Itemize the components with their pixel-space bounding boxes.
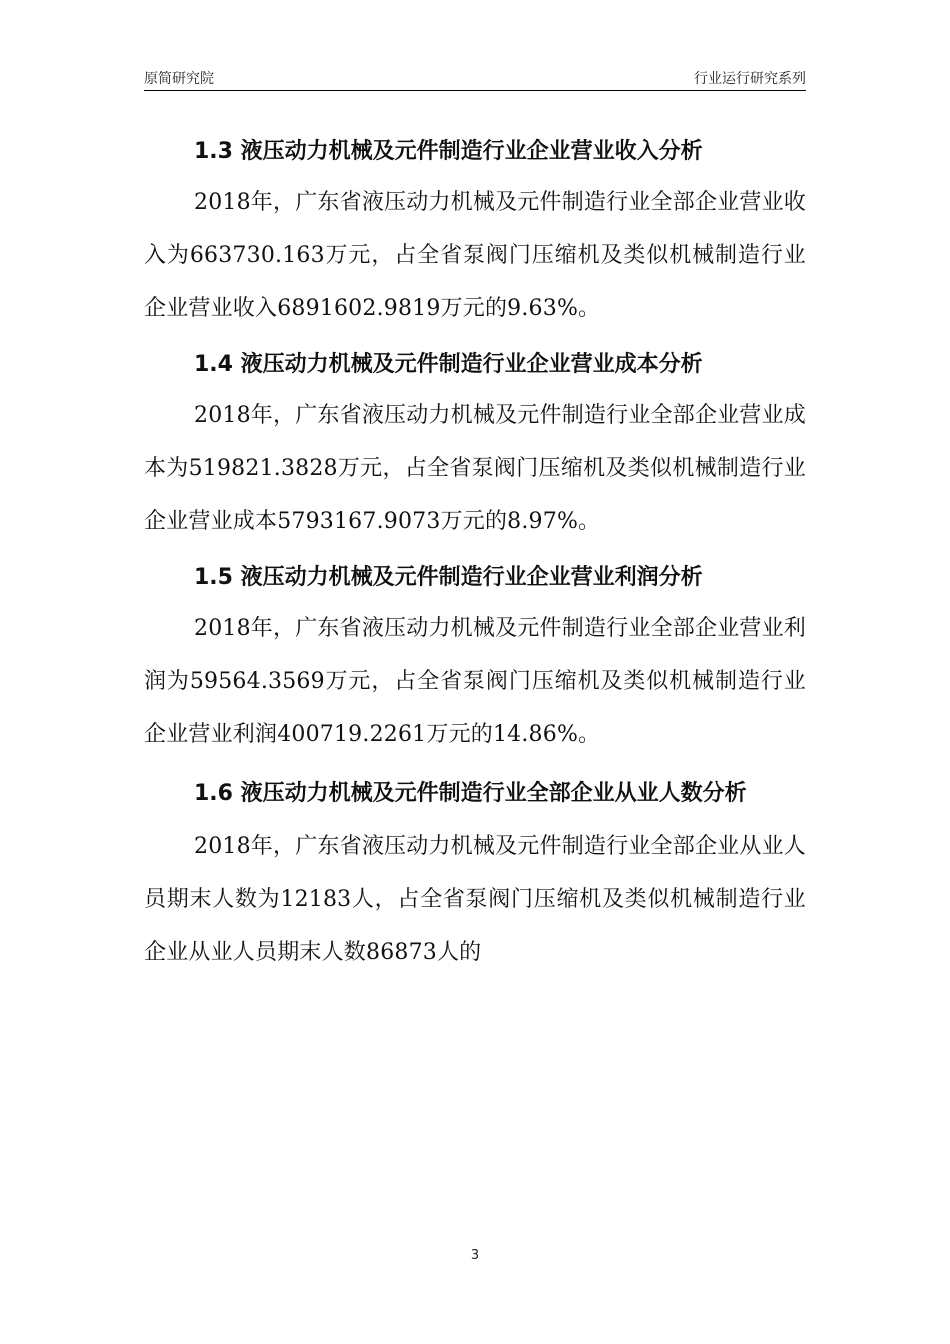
header-series-name: 行业运行研究系列 (694, 71, 806, 87)
section-heading-1-5: 1.5 液压动力机械及元件制造行业企业营业利润分析 (194, 565, 703, 590)
section-heading-1-6: 1.6 液压动力机械及元件制造行业全部企业从业人数分析 (194, 781, 747, 806)
header-org-name: 原简研究院 (144, 71, 214, 87)
section-paragraph-1-3: 2018年，广东省液压动力机械及元件制造行业全部企业营业收入为663730.163万元，占全省泵阀门压缩机及类似机械制造行业企业营业收入6891602.9819万元的9.63%。 (144, 190, 806, 321)
page-number: 3 (470, 1248, 480, 1263)
section-paragraph-1-6: 2018年，广东省液压动力机械及元件制造行业全部企业从业人员期末人数为12183人，占全省泵阀门压缩机及类似机械制造行业企业从业人员期末人数86873人的 (144, 834, 806, 965)
section-paragraph-1-4: 2018年，广东省液压动力机械及元件制造行业全部企业营业成本为519821.3828万元，占全省泵阀门压缩机及类似机械制造行业企业营业成本5793167.9073万元的8.97%。 (144, 403, 806, 534)
section-paragraph-1-5: 2018年，广东省液压动力机械及元件制造行业全部企业营业利润为59564.3569万元，占全省泵阀门压缩机及类似机械制造行业企业营业利润400719.2261万元的14.86%。 (144, 616, 806, 747)
page-header (144, 64, 806, 91)
document-body (144, 128, 806, 985)
section-heading-1-3: 1.3 液压动力机械及元件制造行业企业营业收入分析 (194, 139, 703, 164)
section-heading-1-4: 1.4 液压动力机械及元件制造行业企业营业成本分析 (194, 352, 703, 377)
